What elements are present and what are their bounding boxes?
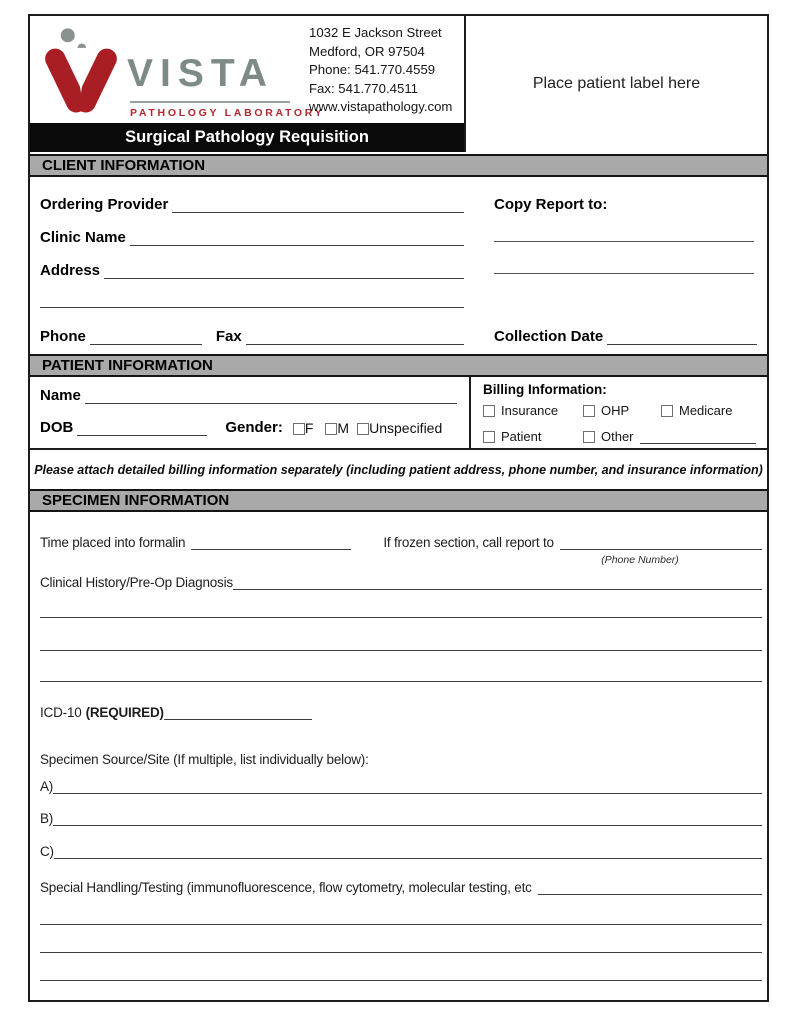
lab-fax: Fax: 541.770.4511 (309, 80, 419, 96)
collection-date-row (494, 328, 757, 345)
brand-name: VISTA (127, 52, 274, 95)
client-section-header (30, 154, 767, 177)
ohp-checkbox[interactable] (583, 405, 595, 417)
other-label: Other (601, 429, 634, 444)
billing-note-row (30, 448, 767, 489)
clinic-name-field[interactable] (130, 230, 464, 246)
special-handling-line3[interactable] (40, 952, 762, 953)
brand-divider (130, 101, 290, 103)
patient-name-label: Name (40, 387, 81, 404)
gender-f-label: F (304, 420, 314, 436)
billing-note: Please attach detailed billing information separately (including patient address, phone number, and insurance information) (34, 462, 763, 477)
specimen-source-b-row (40, 810, 762, 826)
vista-logo-mark-icon (42, 24, 120, 120)
dob-field[interactable] (77, 420, 207, 436)
dob-gender-row (40, 419, 460, 436)
specimen-source-c-row (40, 843, 762, 859)
patient-label-text: Place patient label here (532, 75, 701, 92)
gender-f-checkbox[interactable] (293, 423, 305, 435)
medicare-label: Medicare (679, 403, 733, 418)
special-handling-line2[interactable] (40, 924, 762, 925)
ordering-provider-label: Ordering Provider (40, 196, 169, 213)
clinical-history-line2[interactable] (40, 617, 762, 618)
billing-option-patient (483, 429, 541, 444)
source-b-label: B) (40, 811, 54, 826)
gender-m-checkbox[interactable] (325, 423, 337, 435)
insurance-checkbox[interactable] (483, 405, 495, 417)
copy-report-field-line1[interactable] (494, 226, 754, 242)
lab-website: www.vistapathology.com (309, 99, 453, 115)
clinical-history-line3[interactable] (40, 650, 762, 651)
header-left (30, 16, 464, 152)
patient-checkbox[interactable] (483, 431, 495, 443)
specimen-section-header (30, 489, 767, 512)
patient-section-header (30, 354, 767, 377)
frozen-section-label: If frozen section, call report to (383, 535, 554, 550)
address-label: Address (40, 262, 101, 279)
billing-option-medicare (661, 403, 732, 418)
brand-subtitle: PATHOLOGY LABORATORY (130, 107, 325, 119)
copy-report-label: Copy Report to: (494, 196, 608, 213)
phone-fax-row (40, 328, 464, 345)
lab-phone: Phone: 541.770.4559 (309, 62, 436, 78)
billing-option-insurance (483, 403, 558, 418)
clinical-history-field[interactable] (233, 574, 762, 590)
clinical-history-label: Clinical History/Pre-Op Diagnosis (40, 575, 233, 590)
icd10-required-label: (REQUIRED) (85, 705, 164, 720)
patient-name-row (40, 387, 457, 404)
gender-label: Gender: (225, 419, 283, 436)
patient-label-box (464, 16, 767, 152)
icd10-label: ICD-10 (40, 705, 82, 720)
phone-number-hint: (Phone Number) (601, 554, 679, 566)
gender-m-label: M (337, 420, 350, 436)
collection-date-field[interactable] (607, 329, 757, 345)
billing-option-other (583, 429, 756, 444)
specimen-source-label: Specimen Source/Site (If multiple, list individually below): (40, 752, 369, 767)
form-title-bar (30, 123, 464, 152)
lab-address-line1: 1032 E Jackson Street (309, 25, 442, 40)
requisition-form (28, 14, 769, 1002)
billing-information-box (469, 377, 767, 448)
dob-label: DOB (40, 419, 74, 436)
patient-name-field[interactable] (85, 388, 457, 404)
formalin-label: Time placed into formalin (40, 535, 186, 550)
source-c-label: C) (40, 844, 54, 859)
patient-section-title: PATIENT INFORMATION (42, 357, 213, 374)
clinic-name-label: Clinic Name (40, 229, 126, 246)
specimen-source-a-row (40, 778, 762, 794)
gender-option-m (325, 420, 349, 436)
special-handling-label: Special Handling/Testing (immunofluorescence, flow cytometry, molecular testing, etc (40, 880, 532, 895)
special-handling-row (40, 879, 762, 895)
icd10-field[interactable] (164, 704, 312, 720)
gender-option-f (293, 420, 314, 436)
client-section-title: CLIENT INFORMATION (42, 157, 206, 174)
phone-field[interactable] (90, 329, 202, 345)
address-row (40, 262, 464, 279)
other-field[interactable] (640, 430, 756, 444)
lab-address-line2: Medford, OR 97504 (309, 43, 425, 59)
copy-report-field-line2[interactable] (494, 258, 754, 274)
address-field[interactable] (104, 263, 464, 279)
other-checkbox[interactable] (583, 431, 595, 443)
address-field-line2[interactable] (40, 292, 464, 308)
billing-title: Billing Information: (483, 382, 607, 397)
gender-option-unspecified (357, 420, 442, 436)
gender-unspecified-label: Unspecified (369, 420, 443, 436)
lab-contact-info (309, 24, 463, 117)
specimen-section-title: SPECIMEN INFORMATION (42, 492, 230, 509)
billing-option-ohp (583, 403, 629, 418)
insurance-label: Insurance (501, 403, 559, 418)
collection-date-label: Collection Date (494, 328, 604, 345)
source-a-field[interactable] (53, 778, 762, 794)
form-title: Surgical Pathology Requisition (125, 128, 369, 146)
clinic-name-row (40, 229, 464, 246)
clinical-history-line4[interactable] (40, 681, 762, 682)
medicare-checkbox[interactable] (661, 405, 673, 417)
source-a-label: A) (40, 779, 54, 794)
source-b-field[interactable] (53, 810, 762, 826)
fax-field[interactable] (246, 329, 464, 345)
formalin-frozen-row (40, 534, 762, 550)
phone-label: Phone (40, 328, 86, 345)
clinical-history-row (40, 574, 762, 590)
special-handling-field[interactable] (538, 879, 762, 895)
ordering-provider-row (40, 196, 464, 213)
ordering-provider-field[interactable] (172, 197, 464, 213)
icd10-row (40, 704, 312, 720)
special-handling-line4[interactable] (40, 980, 762, 981)
ohp-label: OHP (601, 403, 630, 418)
patient-label: Patient (501, 429, 542, 444)
source-c-field[interactable] (54, 843, 762, 859)
gender-unspecified-checkbox[interactable] (357, 423, 369, 435)
frozen-report-phone-field[interactable] (560, 534, 762, 550)
fax-label: Fax (215, 328, 242, 345)
formalin-time-field[interactable] (191, 534, 351, 550)
